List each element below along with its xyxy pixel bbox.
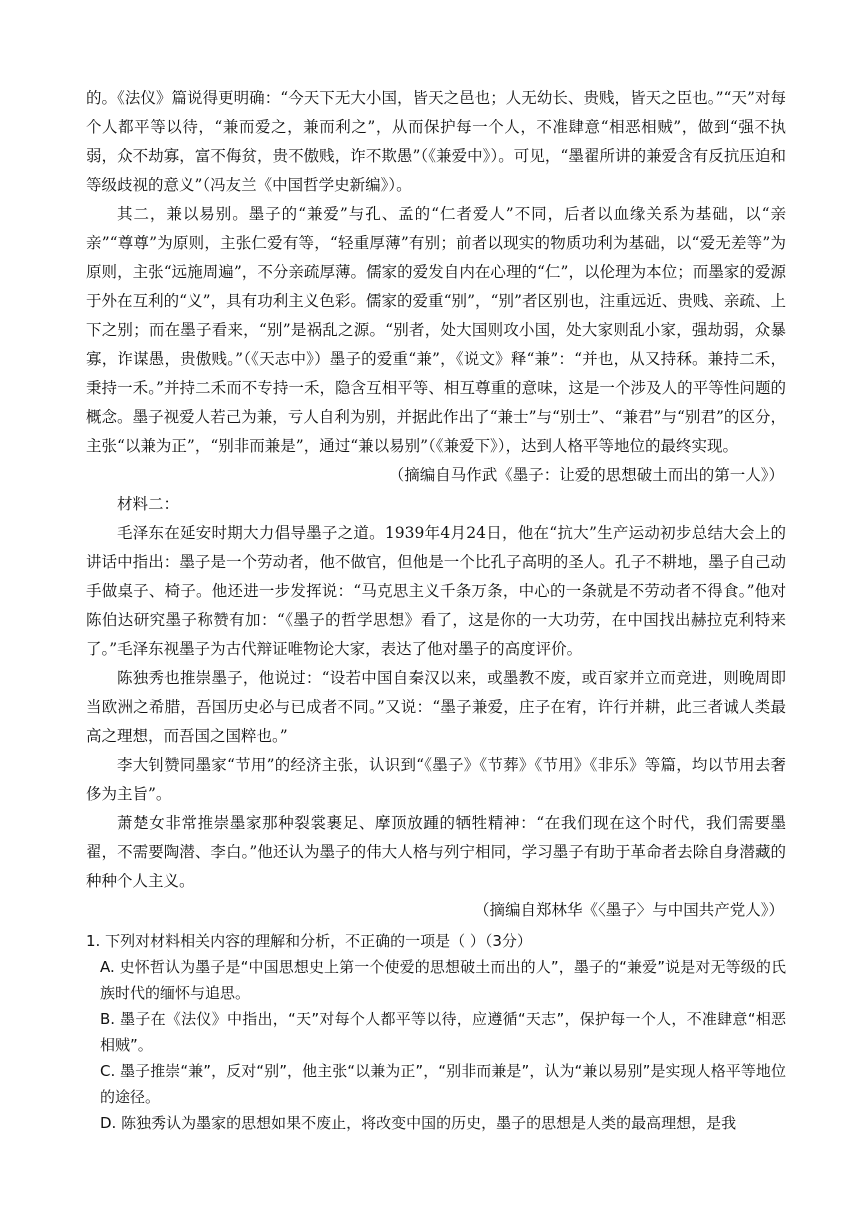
material-two-paragraph-three: 李大钊赞同墨家“节用”的经济主张，认识到“《墨子》《节葬》《节用》《非乐》等篇，均以节用去奢侈为主旨”。 [86, 756, 786, 803]
option-c: C. 墨子推崇“兼”，反对“别”，他主张“以兼为正”，“别非而兼是”，认为“兼以易别”是实现人格平等地位的途径。 [100, 1062, 786, 1106]
material-one-source: （摘编自马作武《墨子：让爱的思想破土而出的第一人》） [388, 466, 784, 484]
material-two-label: 材料二： [117, 495, 180, 513]
material-one-paragraph-continued: 的。《法仪》篇说得更明确：“今天下无大小国，皆天之邑也；人无幼长、贵贱，皆天之臣也。”“天”对每个人都平等以待，“兼而爱之，兼而利之”，从而保护每一个人，不准肆意“相恶相贼”，做到“强不执弱，众不劫寡，富不侮贫，贵不傲贱，诈不欺愚”（《兼爱中》）。可见，“墨翟所讲的兼爱含有反抗压迫和等级歧视的意义”（冯友兰《中国哲学史新编》）。 [86, 89, 786, 194]
option-a: A. 史怀哲认为墨子是“中国思想史上第一个使爱的思想破土而出的人”，墨子的“兼爱”说是对无等级的氏族时代的缅怀与追思。 [100, 958, 786, 1002]
exam-page [86, 84, 786, 1136]
question-stem: 1. 下列对材料相关内容的理解和分析，不正确的一项是（ ）（3分） [86, 932, 532, 950]
option-b: B. 墨子在《法仪》中指出，“天”对每个人都平等以待，应遵循“天志”，保护每一个人，不准肆意“相恶相贼”。 [100, 1010, 786, 1054]
material-two-paragraph-two: 陈独秀也推崇墨子，他说过：“设若中国自秦汉以来，或墨教不废，或百家并立而竞进，则晚周即当欧洲之希腊，吾国历史必与已成者不同。”又说：“墨子兼爱，庄子在宥，许行并耕，此三者诚人类最高之理想，而吾国之国粹也。” [86, 669, 786, 745]
material-two-paragraph-one: 毛泽东在延安时期大力倡导墨子之道。1939年4月24日，他在“抗大”生产运动初步总结大会上的讲话中指出：墨子是一个劳动者，他不做官，但他是一个比孔子高明的圣人。孔子不耕地，墨子自己动手做桌子、椅子。他还进一步发挥说：“马克思主义千条万条，中心的一条就是不劳动者不得食。”他对陈伯达研究墨子称赞有加：“《墨子的哲学思想》看了，这是你的一大功劳，在中国找出赫拉克利特来了。”毛泽东视墨子为古代辩证唯物论大家，表达了他对墨子的高度评价。 [86, 524, 786, 658]
material-two-paragraph-four: 萧楚女非常推崇墨家那种裂裳裹足、摩顶放踵的牺牲精神：“在我们现在这个时代，我们需要墨翟，不需要陶潜、李白。”他还认为墨子的伟大人格与列宁相同，学习墨子有助于革命者去除自身潜藏的种种个人主义。 [86, 814, 786, 890]
material-two-source: （摘编自郑林华《〈墨子〉与中国共产党人》） [473, 901, 784, 919]
option-d: D. 陈独秀认为墨家的思想如果不废止，将改变中国的历史，墨子的思想是人类的最高理想，是我 [100, 1114, 737, 1132]
material-one-paragraph-two: 其二，兼以易别。墨子的“兼爱”与孔、孟的“仁者爱人”不同，后者以血缘关系为基础，以“亲亲”“尊尊”为原则，主张仁爱有等，“轻重厚薄”有别；前者以现实的物质功利为基础，以“爱无差等”为原则，主张“远施周遍”，不分亲疏厚薄。儒家的爱发自内在心理的“仁”，以伦理为本位；而墨家的爱源于外在互利的“义”，具有功利主义色彩。儒家的爱重“别”，“别”者区别也，注重远近、贵贱、亲疏、上下之别；而在墨子看来，“别”是祸乱之源。“别者，处大国则攻小国，处大家则乱小家，强劫弱，众暴寡，诈谋愚，贵傲贱。”（《天志中》）墨子的爱重“兼”，《说文》释“兼”：“并也，从又持秝。兼持二禾，秉持一禾。”并持二禾而不专持一禾，隐含互相平等、相互尊重的意味，这是一个涉及人的平等性问题的概念。墨子视爱人若己为兼，亏人自利为别，并据此作出了“兼士”与“别士”、“兼君”与“别君”的区分，主张“以兼为正”，“别非而兼是”，通过“兼以易别”（《兼爱下》），达到人格平等地位的最终实现。 [86, 205, 786, 455]
